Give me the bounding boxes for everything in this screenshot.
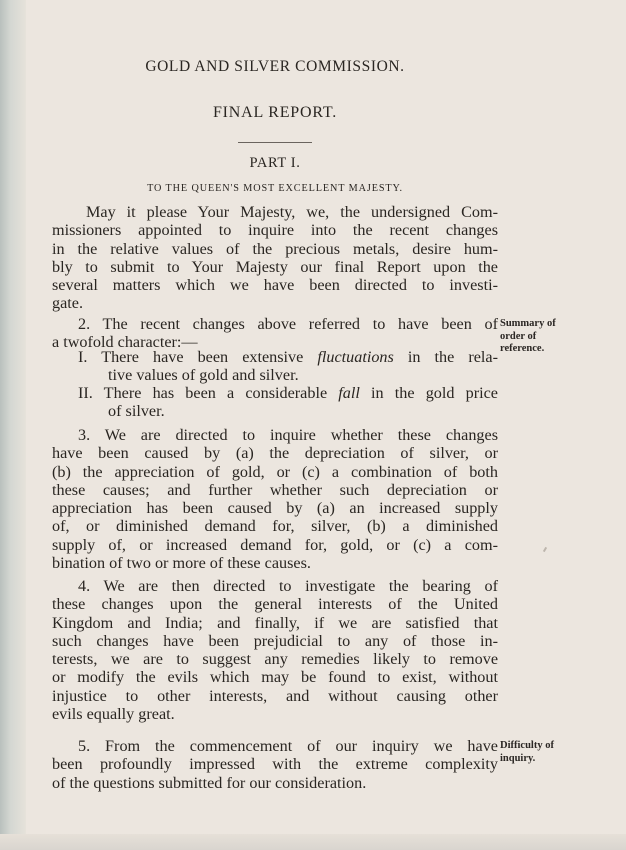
text-line: been profoundly impressed with the extreme complexity [52, 755, 498, 774]
text-line: of, or diminished demand for, silver, (b) a diminished [52, 517, 498, 536]
text-line: 2. The recent changes above referred to have been of [78, 315, 498, 333]
paragraph-2-item-2 [52, 384, 498, 421]
fluctuations-line-rendered: I. There have been extensive fluctuations in the rela- [78, 348, 498, 366]
text-line: injustice to other interests, and without causing other [52, 686, 498, 705]
text-line: Kingdom and India; and finally, if we are satisfied that [52, 613, 498, 632]
text-line: these changes upon the general interests of the United [52, 595, 498, 614]
paragraph-1 [52, 203, 498, 313]
margin-note-summary [500, 318, 580, 356]
text-line: a twofold character:— [52, 333, 198, 352]
margin-note-line: order of [500, 330, 537, 342]
part-heading: PART I. [249, 155, 301, 171]
paragraph-2 [52, 315, 498, 352]
margin-note-difficulty [500, 740, 580, 765]
title-rule [238, 142, 312, 143]
text-line: (b) the appreciation of gold, or (c) a combination of both [52, 462, 498, 481]
text-line: have been caused by (a) the depreciation of silver, or [52, 444, 498, 463]
text-line: missioners appointed to inquire into the recent changes [52, 221, 498, 240]
margin-note-line: Difficulty of [500, 740, 554, 751]
text-line: May it please Your Majesty, we, the undersigned Com- [86, 203, 498, 221]
margin-note-line: reference. [500, 343, 545, 354]
text-line: 3. We are directed to inquire whether these changes [78, 426, 498, 444]
text-line: tive values of gold and silver. [108, 366, 299, 385]
text-line: 4. We are then directed to investigate the bearing of [78, 577, 498, 595]
text-line [52, 348, 498, 366]
text-line [52, 384, 498, 402]
italic-emphasis: fluctuations [317, 348, 394, 366]
text-line: of silver. [108, 402, 165, 421]
text-line: supply of, or increased demand for, gold, or (c) a com- [52, 535, 498, 554]
fall-line-rendered: II. There has been a considerable fall in the gold price [78, 384, 498, 402]
text-line: such changes have been prejudicial to any of those in- [52, 631, 498, 650]
paragraph-3 [52, 426, 498, 572]
report-title: FINAL REPORT. [212, 104, 338, 121]
text-line: bination of two or more of these causes. [52, 554, 311, 573]
text-line: appreciation has been caused by (a) an increased supply [52, 499, 498, 518]
text-line: gate. [52, 294, 84, 313]
paragraph-4 [52, 577, 498, 723]
paragraph-5 [52, 737, 498, 792]
text-line: these causes; and further whether such depreciation or [52, 480, 498, 499]
text-line: terests, we are to suggest any remedies likely to remove [52, 650, 498, 669]
text-line: of the questions submitted for our consideration. [52, 773, 367, 792]
paragraph-2-item-1 [52, 348, 498, 385]
text-line: in the relative values of the precious metals, desire hum- [52, 239, 498, 258]
text-line: evils equally great. [52, 705, 175, 724]
text-line: or modify the evils which may be found to exist, without [52, 668, 498, 687]
book-page [52, 0, 498, 850]
paper-speck [543, 547, 547, 552]
italic-emphasis: fall [338, 384, 360, 402]
text-line: 5. From the commencement of our inquiry we have [78, 737, 498, 755]
text-line: bly to submit to Your Majesty our final Report upon the [52, 257, 498, 276]
margin-note-line: Summary of [500, 318, 556, 329]
text-line: several matters which we have been directed to investi- [52, 276, 498, 295]
dedication: TO THE QUEEN'S MOST EXCELLENT MAJESTY. [147, 183, 403, 194]
margin-note-line: inquiry. [500, 752, 536, 764]
running-header: GOLD AND SILVER COMMISSION. [145, 58, 405, 75]
page-gutter-shadow [0, 0, 26, 850]
